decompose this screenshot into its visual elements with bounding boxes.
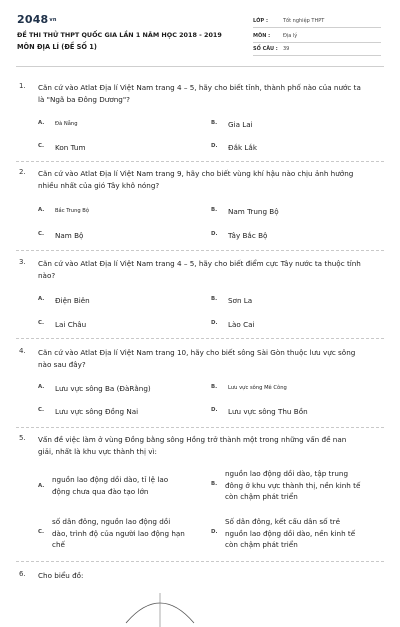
option-letter: B. [211,384,218,390]
option-letter: D. [211,320,218,326]
option-letter: B. [211,207,218,213]
option-a[interactable] [38,474,208,510]
question-text: Căn cứ vào Atlat Địa lí Việt Nam trang 9, hãy cho biết vùng khí hậu nào chịu ảnh hưởng nhiều nhất của gió Tây khô nóng? [38,169,354,190]
option-text-line: nguồn lao động dồi dào, tỉ lệ lao [52,475,169,484]
option-text: Lai Châu [55,320,87,329]
option-letter: C. [38,320,45,326]
option-text [52,474,202,497]
option-text: Nam Trung Bộ [228,207,279,216]
brand-suffix: vn [49,17,57,23]
option-letter: C. [38,143,45,149]
question-divider [16,250,384,251]
option-b[interactable] [211,468,381,504]
brand-name: 2048 [17,13,49,26]
question-1 [19,82,379,162]
option-text-line: động chưa qua đào tạo lớn [52,486,149,496]
option-text-line: dào, trình độ của người lao động hạn [52,528,185,538]
option-letter: D. [211,231,218,237]
question-6 [19,570,379,600]
option-text: Lào Cai [228,320,255,329]
question-number: 5. [19,434,26,442]
option-text: Bắc Trung Bộ [55,208,90,214]
option-letter: A. [38,207,45,213]
option-text: Lưu vực sông Đồng Nai [55,407,139,416]
chart-figure-preview [124,587,196,627]
question-text: Căn cứ vào Atlat Địa lí Việt Nam trang 4 – 5, hãy cho biết điểm cực Tây nước ta thuộc tỉnh nào? [38,259,361,280]
meta-subject-row [253,31,381,43]
option-letter: A. [38,296,45,302]
question-number: 2. [19,168,26,176]
option-letter: B. [211,296,218,302]
option-text [225,516,375,551]
option-text: Lưu vực sông Ba (ĐàRằng) [55,384,151,393]
option-text: Đắk Lắk [228,143,257,152]
question-divider [16,338,384,339]
exam-subject-title: MÔN ĐỊA LÍ (ĐỀ SỐ 1) [17,43,97,51]
option-text: Lưu vực sông Mê Công [228,385,287,391]
option-text: Lưu vực sông Thu Bồn [228,407,308,416]
meta-class-row [253,16,381,28]
question-divider [16,427,384,428]
option-letter: B. [211,481,218,487]
meta-class-label: LỚP : [253,18,268,24]
option-text-line: còn chậm phát triển [225,540,298,550]
option-text: Nam Bộ [55,231,84,240]
option-text-line: Số dân đông, kết cấu dân số trẻ [225,517,341,526]
option-letter: A. [38,120,45,126]
meta-subject-value: Địa lý [283,33,298,39]
option-text [52,516,202,551]
option-text: Tây Bắc Bộ [228,231,268,240]
meta-count-value: 39 [283,46,290,52]
meta-count-row [253,44,381,56]
question-divider [16,561,384,562]
option-letter: B. [211,120,218,126]
option-letter: C. [38,407,45,413]
option-letter: C. [38,231,45,237]
option-letter: D. [211,529,218,535]
option-letter: A. [38,483,45,489]
option-text-line: còn chậm phát triển [225,492,298,502]
option-text: Đà Nẵng [55,121,78,127]
option-d[interactable] [211,516,381,552]
question-number: 4. [19,347,26,355]
meta-subject-label: MÔN : [253,33,271,39]
option-text: Sơn La [228,296,253,305]
question-number: 6. [19,570,26,578]
question-text: Vấn đề việc làm ở vùng Đồng bằng sông Hồng trở thành một trong những vấn đề nan giải, nhất là khu vực thành thị vì: [38,435,347,456]
question-text: Căn cứ vào Atlat Địa lí Việt Nam trang 4 – 5, hãy cho biết tỉnh, thành phố nào của nước ta là "Ngã ba Đông Dương"? [38,83,361,104]
question-divider [16,161,384,162]
header-divider [16,66,384,67]
option-letter: D. [211,143,218,149]
option-text [225,468,375,503]
question-text: Cho biểu đồ: [38,571,84,580]
option-text: Điện Biên [55,296,90,305]
meta-count-label: SỐ CÂU : [253,46,278,52]
option-letter: A. [38,384,45,390]
question-number: 1. [19,82,26,90]
option-text: Gia Lai [228,120,253,129]
exam-title: ĐỀ THI THỬ THPT QUỐC GIA LẦN 1 NĂM HỌC 2018 - 2019 [17,31,222,39]
question-2 [19,168,379,248]
question-5 [19,434,379,559]
option-letter: D. [211,407,218,413]
brand-logo [17,13,57,26]
question-text: Căn cứ vào Atlat Địa lí Việt Nam trang 10, hãy cho biết sông Sài Gòn thuộc lưu vực sông nào sau đây? [38,348,356,369]
question-number: 3. [19,258,26,266]
option-text-line: nguồn lao động dồi dào, nền kinh tế [225,528,356,538]
option-text-line: chế [52,540,65,550]
option-letter: C. [38,529,45,535]
option-text: Kon Tum [55,143,86,152]
option-text-line: nguồn lao động dồi dào, tập trung [225,469,349,478]
question-3 [19,258,379,338]
option-text-line: số dân đông, nguồn lao động dồi [52,517,171,526]
option-text-line: đông ở khu vực thành thị, nền kinh tế [225,480,361,490]
meta-class-value: Tốt nghiệp THPT [283,18,325,24]
question-4 [19,347,379,427]
option-c[interactable] [38,516,208,552]
